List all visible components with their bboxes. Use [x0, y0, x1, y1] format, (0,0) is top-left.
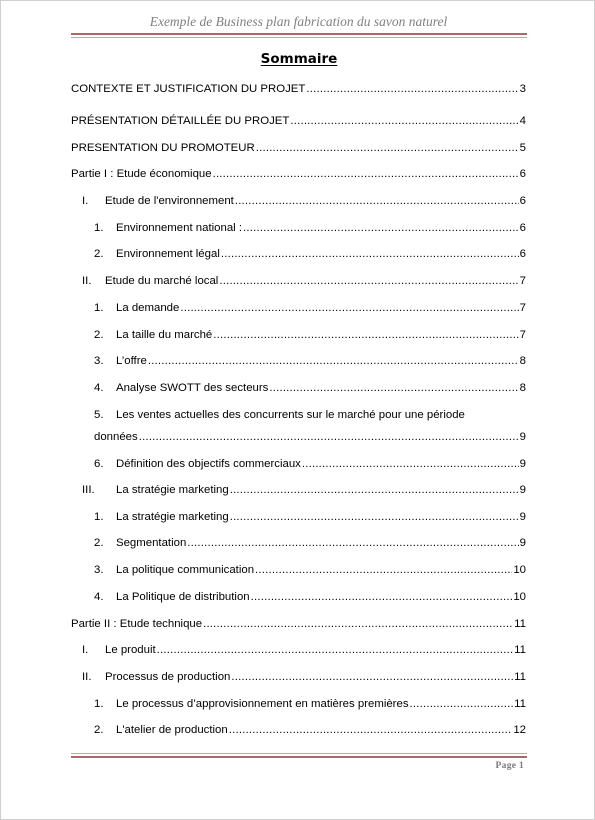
toc-entry-text-continuation: données	[94, 431, 138, 443]
toc-entry-offre[interactable]	[94, 354, 526, 368]
toc-entry-demande[interactable]	[94, 301, 526, 315]
toc-leader-dots	[203, 617, 513, 631]
toc-entry-number: I.	[82, 644, 89, 656]
toc-page-number: 8	[519, 355, 526, 367]
footer-page-number: Page 1	[495, 761, 524, 771]
toc-entry-text: Analyse SWOTT des secteurs	[116, 382, 269, 394]
toc-entry-text: PRESENTATION DU PROMOTEUR	[71, 142, 255, 154]
toc-entry-etude-environnement[interactable]	[82, 194, 526, 208]
toc-leader-dots	[410, 697, 514, 711]
toc-entry-text: La stratégie marketing	[116, 484, 229, 496]
toc-entry-number: 1.	[94, 698, 104, 710]
toc-entry-partie-1[interactable]	[71, 167, 526, 181]
toc-page-number: 3	[519, 83, 526, 95]
toc-entry-produit[interactable]	[82, 643, 526, 657]
footer-rule-thick	[71, 756, 527, 758]
toc-page-number: 6	[519, 248, 526, 260]
toc-entry-text: Partie II : Etude technique	[71, 618, 203, 630]
toc-entry-text: CONTEXTE ET JUSTIFICATION DU PROJET	[71, 83, 306, 95]
toc-leader-dots	[235, 194, 519, 208]
toc-entry-ventes-concurrents[interactable]	[94, 408, 526, 444]
toc-page-number: 12	[513, 724, 526, 736]
toc-page-number: 9	[519, 484, 526, 496]
toc-page-number: 9	[519, 511, 526, 523]
toc-leader-dots	[230, 510, 519, 524]
toc-entry-taille-marche[interactable]	[94, 328, 526, 342]
toc-entry-text: La Politique de distribution	[116, 591, 250, 603]
toc-entry-atelier-production[interactable]	[94, 723, 526, 737]
toc-entry-text: L’offre	[116, 355, 147, 367]
toc-leader-dots	[306, 82, 518, 96]
toc-entry-contexte[interactable]	[71, 82, 526, 96]
toc-entry-strategie-marketing-section[interactable]	[82, 483, 526, 497]
toc-page-number: 7	[519, 329, 526, 341]
toc-entry-number: 5.	[94, 409, 104, 421]
toc-leader-dots	[229, 723, 513, 737]
toc-entry-text: Environnement légal	[116, 248, 220, 260]
toc-entry-number: 4.	[94, 591, 104, 603]
header-rule-thin	[71, 37, 527, 38]
toc-entry-text: Etude de l'environnement	[105, 195, 234, 207]
toc-entry-analyse-swott[interactable]	[94, 381, 526, 395]
toc-entry-number: 3.	[94, 564, 104, 576]
toc-page-number: 5	[519, 142, 526, 154]
document-header-title: Exemple de Business plan fabrication du savon naturel	[149, 14, 448, 29]
header-rule-thick	[71, 33, 527, 35]
toc-entry-text: PRÉSENTATION DÉTAILLÉE DU PROJET	[71, 115, 290, 127]
toc-entry-text: Segmentation	[116, 537, 187, 549]
toc-page-number: 10	[513, 564, 526, 576]
toc-page-number: 7	[519, 302, 526, 314]
toc-leader-dots	[255, 563, 512, 577]
toc-entry-objectifs-commerciaux[interactable]	[94, 457, 526, 471]
toc-entry-text: Le produit	[105, 644, 156, 656]
toc-leader-dots	[231, 670, 513, 684]
toc-entry-etude-marche[interactable]	[82, 274, 526, 288]
toc-leader-dots	[221, 247, 519, 261]
toc-page-number: 11	[514, 671, 526, 683]
toc-entry-text: Environnement national :	[116, 222, 243, 234]
toc-leader-dots	[256, 141, 519, 155]
toc-leader-dots	[251, 590, 513, 604]
toc-leader-dots	[219, 274, 518, 288]
toc-page-number: 9	[519, 431, 526, 443]
toc-entry-number: 1.	[94, 302, 104, 314]
toc-entry-text: Le processus d’approvisionnement en matières premières	[116, 698, 409, 710]
toc-leader-dots	[213, 167, 519, 181]
toc-entry-number: II.	[82, 671, 92, 683]
toc-leader-dots	[290, 114, 518, 128]
toc-page-number: 11	[514, 618, 526, 630]
toc-entry-text: La politique communication	[116, 564, 255, 576]
toc-leader-dots	[139, 430, 519, 444]
toc-entry-number: I.	[82, 195, 89, 207]
toc-entry-text: Etude du marché local	[105, 275, 219, 287]
toc-page-number: 6	[519, 168, 526, 180]
toc-entry-text: Processus de production	[105, 671, 231, 683]
toc-leader-dots	[243, 221, 519, 235]
toc-entry-number: 3.	[94, 355, 104, 367]
toc-entry-number: 6.	[94, 458, 104, 470]
toc-entry-number: 2.	[94, 329, 104, 341]
toc-entry-text: Les ventes actuelles des concurrents sur le marché pour une période	[116, 409, 465, 421]
toc-entry-text: Définition des objectifs commerciaux	[116, 458, 301, 470]
toc-leader-dots	[157, 643, 514, 657]
toc-entry-text: La stratégie marketing	[116, 511, 229, 523]
toc-entry-politique-communication[interactable]	[94, 563, 526, 577]
toc-page-number: 9	[519, 537, 526, 549]
toc-entry-politique-distribution[interactable]	[94, 590, 526, 604]
toc-leader-dots	[180, 301, 518, 315]
toc-entry-promoteur[interactable]	[71, 141, 526, 155]
toc-entry-number: 2.	[94, 724, 104, 736]
toc-page-number: 7	[519, 275, 526, 287]
footer-rule-thin	[71, 753, 527, 754]
toc-entry-text: L'atelier de production	[116, 724, 228, 736]
toc-leader-dots	[302, 457, 519, 471]
toc-entry-number: 2.	[94, 537, 104, 549]
toc-entry-strategie-marketing[interactable]	[94, 510, 526, 524]
toc-entry-approvisionnement[interactable]	[94, 697, 526, 711]
toc-entry-number: 4.	[94, 382, 104, 394]
toc-leader-dots	[269, 381, 518, 395]
toc-entry-number: 2.	[94, 248, 104, 260]
toc-entry-text: Partie I : Etude économique	[71, 168, 212, 180]
toc-page-number: 6	[519, 195, 526, 207]
toc-leader-dots	[213, 328, 518, 342]
toc-entry-presentation-projet[interactable]	[71, 114, 526, 128]
toc-entry-partie-2[interactable]	[71, 617, 526, 631]
toc-entry-environnement-national[interactable]	[94, 221, 526, 235]
toc-page-number: 6	[519, 222, 526, 234]
toc-page-number: 11	[514, 698, 526, 710]
toc-entry-segmentation[interactable]	[94, 536, 526, 550]
toc-page-number: 9	[519, 458, 526, 470]
toc-entry-number: 1.	[94, 511, 104, 523]
toc-entry-text: La demande	[116, 302, 180, 314]
toc-entry-processus-production[interactable]	[82, 670, 526, 684]
toc-page-number: 4	[519, 115, 526, 127]
toc-entry-number: 1.	[94, 222, 104, 234]
toc-leader-dots	[187, 536, 518, 550]
toc-page-number: 10	[513, 591, 526, 603]
toc-leader-dots	[230, 483, 519, 497]
toc-page-number: 11	[514, 644, 526, 656]
toc-leader-dots	[148, 354, 519, 368]
toc-page-number: 8	[519, 382, 526, 394]
toc-entry-environnement-legal[interactable]	[94, 247, 526, 261]
toc-heading: Sommaire	[260, 51, 338, 67]
toc-entry-number: III.	[82, 484, 95, 496]
toc-entry-text: La taille du marché	[116, 329, 213, 341]
toc-entry-number: II.	[82, 275, 92, 287]
